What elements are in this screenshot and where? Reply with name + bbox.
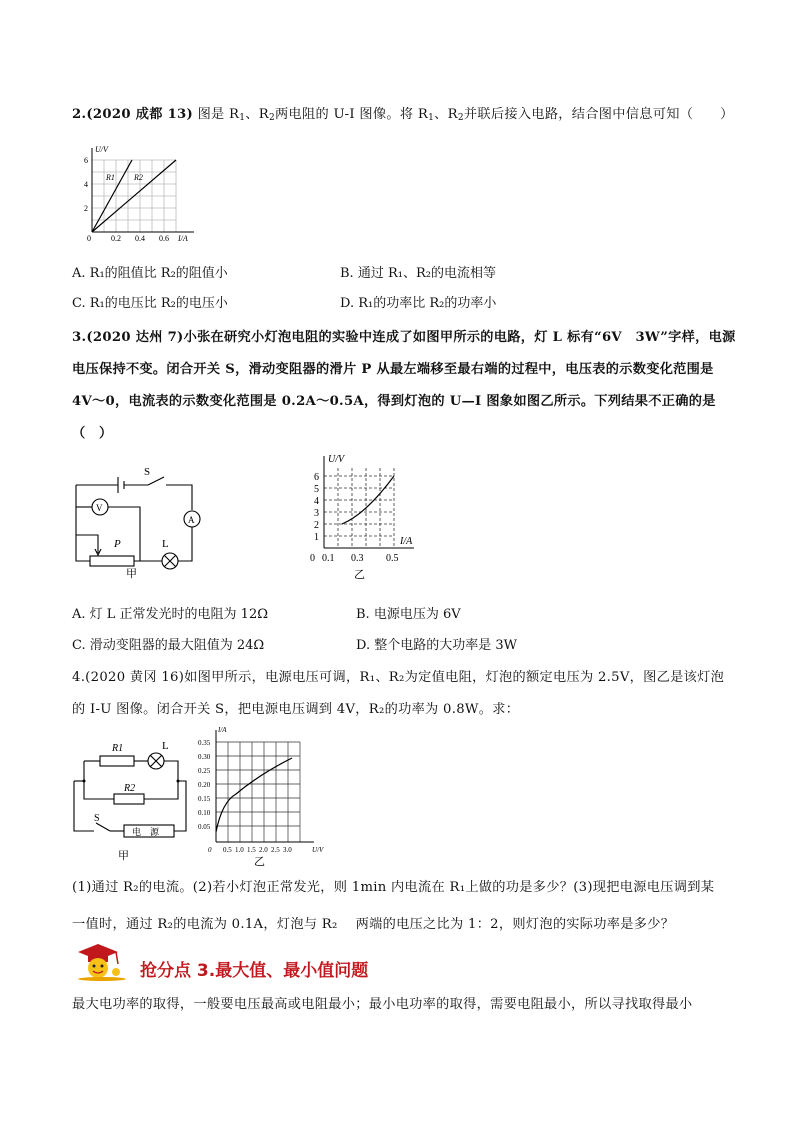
svg-text:6: 6 [84, 156, 88, 165]
svg-text:1: 1 [314, 532, 319, 543]
svg-text:0.4: 0.4 [135, 234, 145, 242]
svg-text:1.5: 1.5 [247, 846, 256, 854]
svg-text:1.0: 1.0 [235, 846, 244, 854]
q4-circuit-diagram [70, 735, 190, 865]
svg-text:2: 2 [84, 204, 88, 213]
svg-text:0.05: 0.05 [198, 823, 211, 831]
svg-text:0: 0 [310, 553, 315, 564]
svg-text:0.3: 0.3 [351, 553, 364, 564]
q4-line2: 的 I-U 图像。闭合开关 S，把电源电压调到 4V，R₂的功率为 0.8W。求： [72, 702, 520, 717]
q3-graph-caption: 乙 [354, 569, 365, 581]
slider-label: P [114, 538, 121, 550]
q4-line3: (1)通过 R₂的电流。(2)若小灯泡正常发光，则 1min 内电流在 R₁上做的功是多少？(3)现把电源电压调到某 [72, 880, 715, 895]
q3-option-b[interactable]: B. 电源电压为 6V [356, 607, 461, 622]
svg-text:5: 5 [314, 484, 319, 495]
q2-number: 2.(2020 成都 13) [72, 107, 194, 122]
q3-option-d[interactable]: D. 整个电路的大功率是 3W [356, 638, 517, 653]
q3-ylabel: U/V [328, 454, 345, 465]
svg-text:6: 6 [314, 472, 319, 483]
svg-text:0.5: 0.5 [386, 553, 399, 564]
q4-xlabel: U/V [312, 846, 324, 854]
r2-label: R2 [124, 783, 136, 794]
power-source-label: 电 源 [132, 827, 160, 837]
svg-text:0.2: 0.2 [111, 234, 121, 242]
q3-option-c[interactable]: C. 滑动变阻器的最大阻值为 24Ω [72, 638, 265, 653]
r1-label: R1 [112, 743, 124, 754]
q3-ui-graph [296, 448, 436, 583]
q4-line1: 4.(2020 黄冈 16)如图甲所示，电源电压可调，R₁、R₂为定值电阻，灯泡的额定电压为 2.5V，图乙是该灯泡 [72, 670, 725, 685]
ammeter-label: A [188, 515, 195, 525]
section-title: 抢分点 3.最大值、最小值问题 [140, 961, 369, 981]
svg-text:0.25: 0.25 [198, 767, 211, 775]
q3-line1: 3.(2020 达州 7)小张在研究小灯泡电阻的实验中连成了如图甲所示的电路，灯 L 标有“6V 3W”字样，电源 [72, 330, 736, 345]
section-body: 最大电功率的取得，一般要电压最高或电阻最小；最小电功率的取得，需要电阻最小，所以寻找取得最小 [72, 997, 693, 1012]
q3-line4: （ ） [72, 426, 113, 441]
q4-iu-graph [196, 722, 336, 867]
q4-ylabel: I/A [218, 726, 227, 734]
svg-text:0.10: 0.10 [198, 809, 211, 817]
circuit-caption: 甲 [118, 850, 129, 862]
svg-text:0: 0 [87, 234, 91, 242]
svg-text:0.35: 0.35 [198, 739, 211, 747]
svg-text:0.30: 0.30 [198, 753, 211, 761]
svg-text:2.0: 2.0 [259, 846, 268, 854]
svg-text:4: 4 [84, 180, 88, 189]
circuit-caption: 甲 [126, 568, 137, 580]
switch-label: S [94, 813, 100, 824]
q3-circuit-diagram [70, 455, 220, 580]
voltmeter-label: V [96, 503, 103, 513]
q2-ui-graph [72, 142, 207, 242]
svg-text:0.20: 0.20 [198, 781, 211, 789]
graduation-cap-icon [72, 942, 134, 982]
svg-text:4: 4 [314, 496, 319, 507]
switch-label: S [144, 466, 151, 478]
q3-xlabel: I/A [400, 536, 413, 547]
svg-text:0.15: 0.15 [198, 795, 211, 803]
svg-text:0: 0 [208, 846, 212, 854]
q3-option-a[interactable]: A. 灯 L 正常发光时的电阻为 12Ω [72, 607, 269, 622]
q2-option-a[interactable]: A. R₁的阻值比 R₂的阻值小 [72, 266, 228, 281]
q4-graph-caption: 乙 [254, 856, 265, 867]
lamp-label: L [162, 740, 169, 752]
svg-text:3: 3 [314, 508, 319, 519]
q4-line4: 一值时，通过 R₂的电流为 0.1A，灯泡与 R₂ 两端的电压之比为 1：2，则灯泡的实际功率是多少？ [72, 917, 675, 932]
q3-line2: 电压保持不变。闭合开关 S，滑动变阻器的滑片 P 从最左端移至最右端的过程中，电压表的示数变化范围是 [72, 362, 714, 377]
q2-stem: 2.(2020 成都 13) 图是 $R_1$、$R_2$两电阻的 U-I 图像。将 $R_1$、$R_2$并联后接入电路，结合图中信息可知（ ） [72, 107, 734, 123]
svg-text:0.5: 0.5 [223, 846, 232, 854]
lamp-label: L [162, 538, 169, 550]
svg-text:2: 2 [314, 520, 319, 531]
q2-option-b[interactable]: B. 通过 R₁、R₂的电流相等 [340, 266, 496, 281]
svg-text:0.6: 0.6 [159, 234, 169, 242]
r1-label: R1 [106, 173, 115, 182]
q2-option-d[interactable]: D. R₁的功率比 R₂的功率小 [340, 296, 497, 311]
lamp-iu-curve [216, 758, 292, 832]
svg-text:0.1: 0.1 [322, 553, 335, 564]
r2-label: R2 [134, 173, 143, 182]
svg-text:2.5: 2.5 [271, 846, 280, 854]
svg-text:3.0: 3.0 [283, 846, 292, 854]
q2-option-c[interactable]: C. R₁的电压比 R₂的电压小 [72, 296, 228, 311]
q2-ylabel: U/V [95, 145, 108, 154]
q2-xlabel: I/A [178, 234, 188, 242]
q3-line3: 4V～0，电流表的示数变化范围是 0.2A～0.5A，得到灯泡的 U—I 图象如图乙所示。下列结果不正确的是 [72, 394, 716, 409]
